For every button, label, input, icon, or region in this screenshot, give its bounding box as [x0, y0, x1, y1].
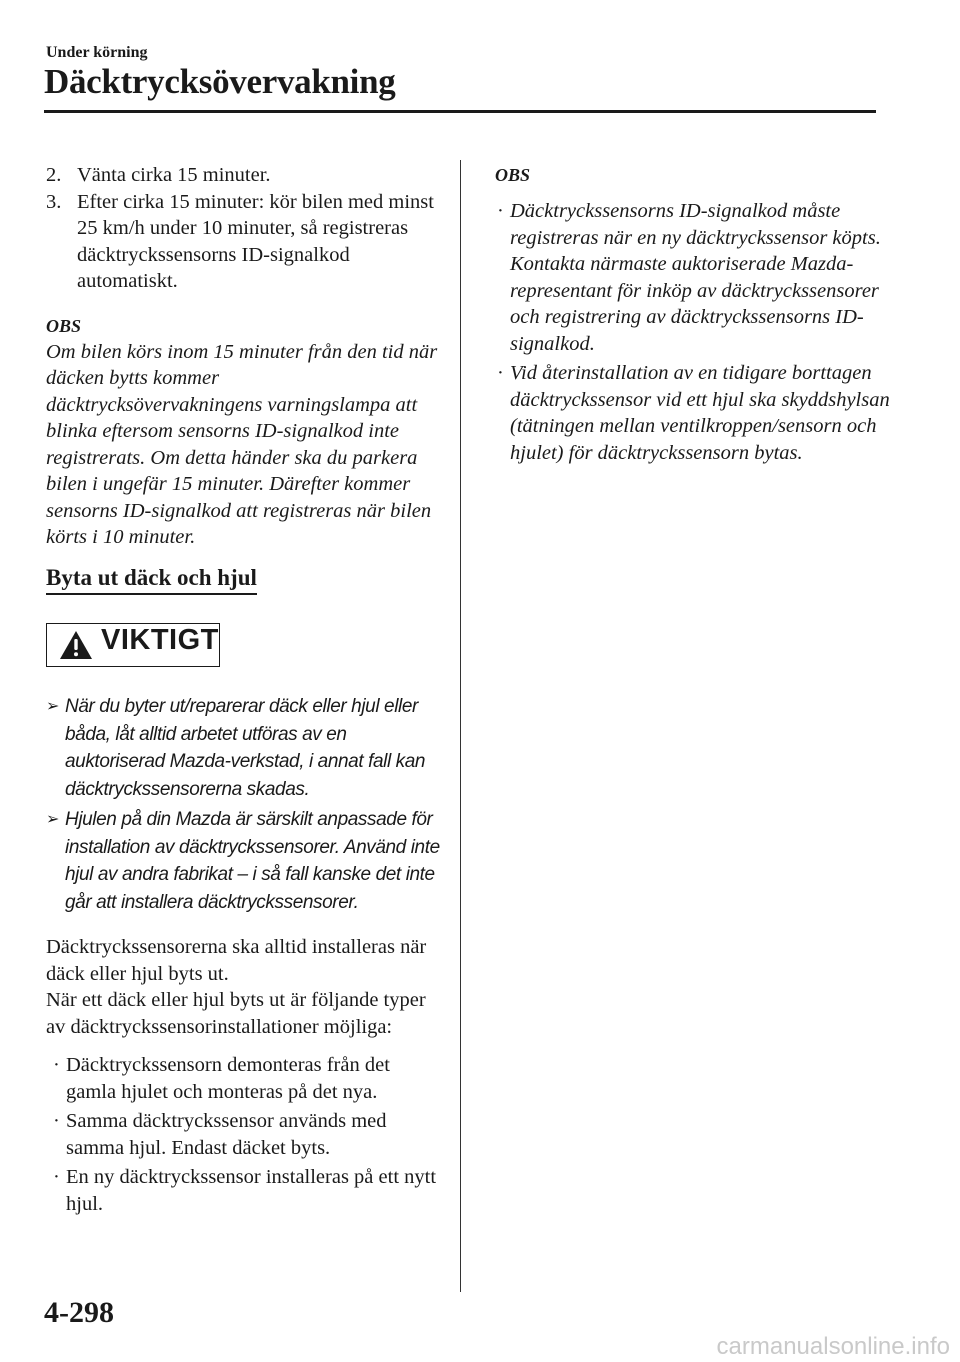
list-item [46, 1164, 440, 1217]
warning-item [46, 806, 440, 916]
warning-item-text: När du byter ut/reparerar däck eller hjul eller båda, låt alltid arbetet utföras av en auktoriserad Mazda-verkstad, i annat fall kan däcktryckssensorerna skadas. [65, 696, 426, 800]
warning-box [46, 623, 220, 667]
watermark: carmanualsonline.info [716, 1333, 950, 1360]
bullet-list [46, 1052, 440, 1217]
bullet-dot: · [497, 200, 504, 222]
list-item-text: En ny däcktryckssensor installeras på ett nytt hjul. [66, 1166, 437, 1215]
bullet-dot: · [53, 1054, 60, 1076]
column-divider [460, 160, 461, 1292]
page-title: Däcktrycksövervakning [44, 62, 396, 101]
list-item-text: Däcktryckssensorns ID-signalkod måste registreras när en ny däcktryckssensor köpts. Kontakta närmaste auktoriserade Mazda-representant för inköp av däcktryckssensorer och registrering av däcktryckssensorns ID-signalkod. [510, 200, 881, 355]
paragraph-line: Däcktryckssensorerna ska alltid installeras när däck eller hjul byts ut. [46, 936, 427, 985]
paragraph [46, 934, 440, 1040]
left-column [46, 162, 440, 1220]
warning-list [46, 693, 440, 916]
right-column [490, 162, 890, 469]
list-item [490, 360, 890, 466]
bullet-dot: · [53, 1166, 60, 1188]
bullet-dot: · [497, 362, 504, 384]
subheading: Byta ut däck och hjul [46, 565, 257, 596]
note-text: Om bilen körs inom 15 minuter från den tid när däcken bytts kommer däcktrycksövervakningens varningslampa att blinka eftersom sensorns ID-signalkod inte registrerats. Om detta händer ska du parkera bilen i ungefär 15 minuter. Därefter kommer sensorns ID-signalkod att registreras när bilen körts i 10 minuter. [46, 340, 438, 548]
step-text: Vänta cirka 15 minuter. [77, 164, 271, 186]
step-text: Efter cirka 15 minuter: kör bilen med minst 25 km/h under 10 minuter, så registreras däcktryckssensorns ID-signalkod automatiskt. [77, 190, 434, 292]
step-number: 3. [46, 190, 62, 213]
warning-item-text: Hjulen på din Mazda är särskilt anpassade för installation av däcktryckssensorer. Använd inte hjul av andra fabrikat – i så fall kanske det inte går att installera däcktryckssensorer. [65, 809, 440, 913]
page-number: 4-298 [44, 1296, 114, 1329]
paragraph-line: När ett däck eller hjul byts ut är följande typer av däcktryckssensorinstallationer möjliga: [46, 989, 426, 1038]
step-item [46, 162, 440, 189]
steps-list [46, 162, 440, 295]
note-label: OBS [495, 165, 531, 185]
title-rule [44, 110, 876, 113]
warning-triangle-icon [59, 630, 93, 660]
warning-item [46, 693, 440, 803]
section-label: Under körning [46, 44, 148, 61]
step-item [46, 189, 440, 295]
list-item [46, 1052, 440, 1105]
list-item-text: Vid återinstallation av en tidigare borttagen däcktryckssensor vid ett hjul ska skyddshylsan (tätningen mellan ventilkroppen/sensorn och hjulet) för däcktryckssensorn bytas. [510, 362, 890, 464]
note-bullet-list [490, 198, 890, 466]
step-number: 2. [46, 164, 62, 186]
note-label: OBS [46, 315, 82, 336]
list-item [490, 198, 890, 357]
bullet-dot: · [53, 1110, 60, 1132]
arrow-right-icon: ➢ [46, 698, 60, 715]
list-item-text: Samma däcktryckssensor används med samma hjul. Endast däcket byts. [66, 1110, 387, 1159]
warning-label: VIKTIGT [101, 624, 219, 656]
list-item [46, 1108, 440, 1161]
arrow-right-icon: ➢ [46, 811, 60, 828]
list-item-text: Däcktryckssensorn demonteras från det gamla hjulet och monteras på det nya. [66, 1054, 390, 1103]
